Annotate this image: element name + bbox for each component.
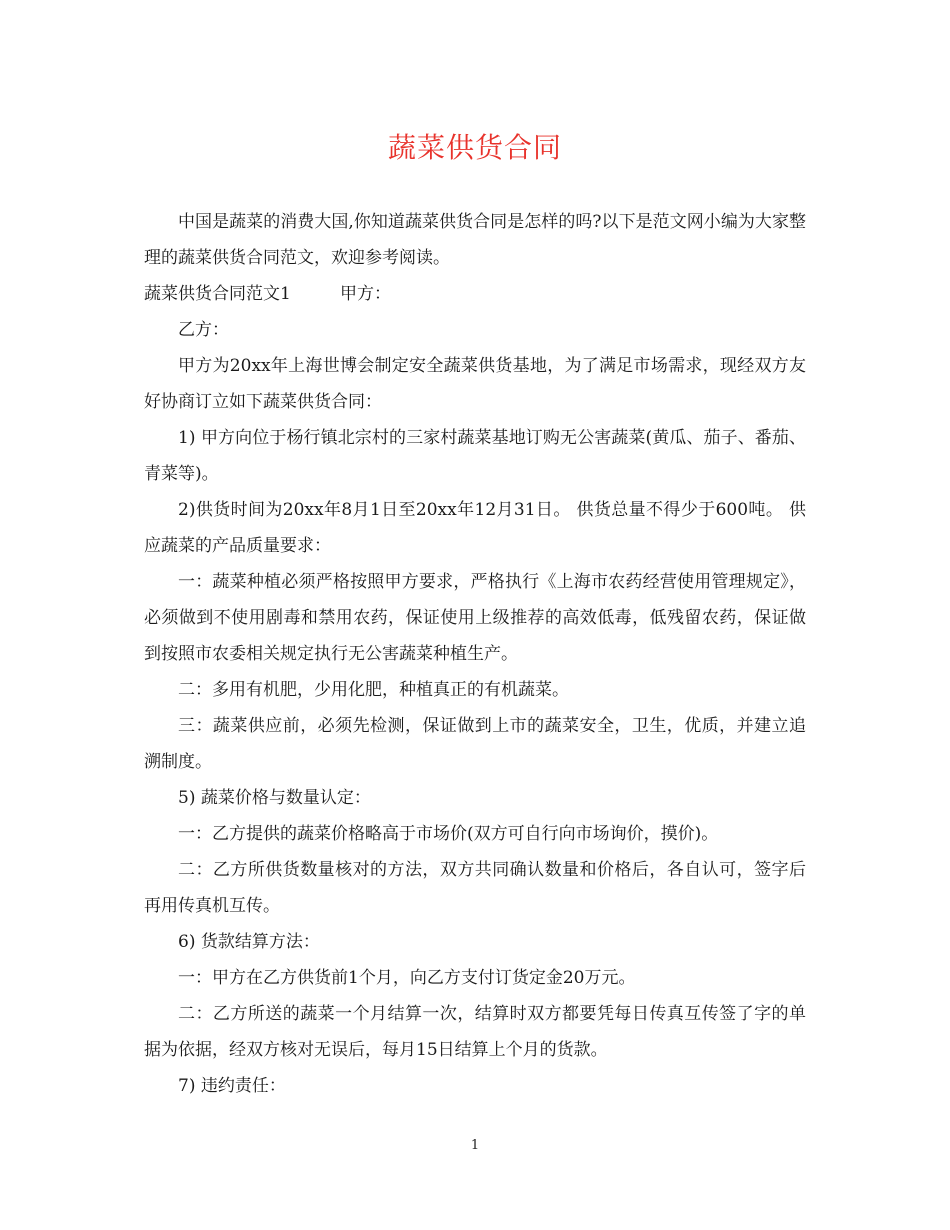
clause-2: 2)供货时间为20xx年8月1日至20xx年12月31日。 供货总量不得少于600吨。 供应蔬菜的产品质量要求： bbox=[144, 500, 806, 556]
document-body bbox=[144, 204, 806, 1104]
price-rule-1: 一：乙方提供的蔬菜价格略高于市场价(双方可自行向市场询价，摸价)。 bbox=[178, 824, 719, 844]
sample-heading: 蔬菜供货合同范文1 bbox=[144, 284, 291, 304]
clause-5: 5) 蔬菜价格与数量认定： bbox=[178, 788, 371, 808]
quality-requirement-2: 二：多用有机肥，少用化肥，种植真正的有机蔬菜。 bbox=[178, 680, 569, 700]
price-rule-2: 二：乙方所供货数量核对的方法，双方共同确认数量和价格后，各自认可，签字后再用传真机互传。 bbox=[144, 860, 806, 916]
preamble-paragraph: 甲方为20xx年上海世博会制定安全蔬菜供货基地，为了满足市场需求，现经双方友好协商订立如下蔬菜供货合同： bbox=[144, 356, 806, 412]
clause-7: 7) 违约责任： bbox=[178, 1076, 286, 1096]
clause-6: 6) 货款结算方法： bbox=[178, 932, 320, 952]
quality-requirement-3: 三：蔬菜供应前，必须先检测，保证做到上市的蔬菜安全，卫生，优质，并建立追溯制度。 bbox=[144, 716, 806, 772]
page-number: 1 bbox=[470, 1138, 480, 1153]
payment-rule-1: 一：甲方在乙方供货前1个月，向乙方支付订货定金20万元。 bbox=[178, 968, 636, 988]
party-a-label: 甲方： bbox=[340, 284, 391, 304]
sample-heading-row bbox=[144, 276, 806, 312]
document-title: 蔬菜供货合同 bbox=[387, 131, 562, 164]
clause-1: 1) 甲方向位于杨行镇北宗村的三家村蔬菜基地订购无公害蔬菜(黄瓜、茄子、番茄、青菜等)。 bbox=[144, 428, 806, 484]
party-b-label: 乙方： bbox=[178, 320, 229, 340]
payment-rule-2: 二：乙方所送的蔬菜一个月结算一次，结算时双方都要凭每日传真互传签了字的单据为依据，经双方核对无误后，每月15日结算上个月的货款。 bbox=[144, 1004, 806, 1060]
quality-requirement-1: 一：蔬菜种植必须严格按照甲方要求，严格执行《上海市农药经营使用管理规定》，必须做到不使用剧毒和禁用农药，保证使用上级推荐的高效低毒，低残留农药，保证做到按照市农委相关规定执行无公害蔬菜种植生产。 bbox=[144, 572, 806, 664]
intro-paragraph: 中国是蔬菜的消费大国,你知道蔬菜供货合同是怎样的吗?以下是范文网小编为大家整理的蔬菜供货合同范文，欢迎参考阅读。 bbox=[144, 212, 806, 268]
